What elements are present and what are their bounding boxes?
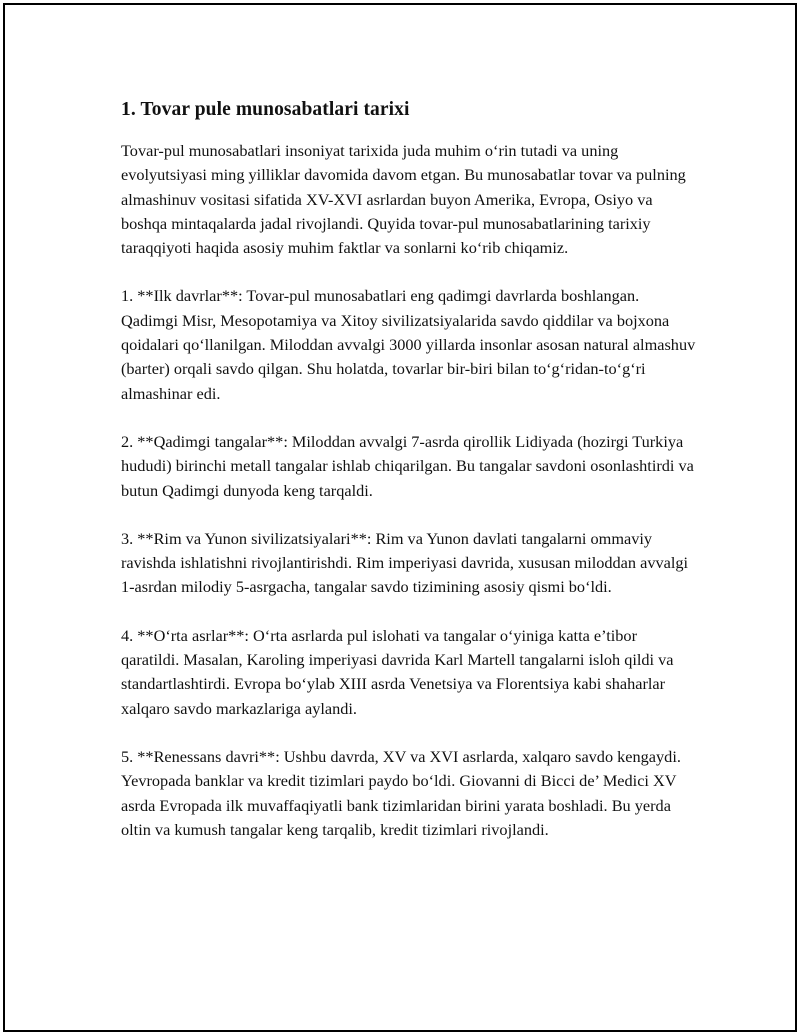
paragraph-ilk-davrlar: 1. **Ilk davrlar**: Tovar-pul munosabatlari eng qadimgi davrlarda boshlangan. Qadimgi Misr, Mesopotamiya va Xitoy sivilizatsiyalarida savdo qiddilar va bojxona qoidalari qo‘llanilgan. Miloddan avvalgi 3000 yillarda insonlar asosan natural almashuv (barter) orqali savdo qilgan. Shu holatda, tovarlar bir-biri bilan to‘g‘ridan-to‘g‘ri almashinar edi. [121,286,696,403]
intro-paragraph: Tovar-pul munosabatlari insoniyat tarixida juda muhim o‘rin tutadi va uning evolyutsiyasi ming yilliklar davomida davom etgan. Bu munosabatlar tovar va pulning almashinuv vositasi sifatida XV-XVI asrlardan buyon Amerika, Evropa, Osiyo va boshqa mintaqalarda jadal rivojlandi. Quyida tovar-pul munosabatlarining tarixiy taraqqiyoti haqida asosiy muhim faktlar va sonlarni ko‘rib chiqamiz. [121,141,686,258]
paragraph-qadimgi-tangalar: 2. **Qadimgi tangalar**: Miloddan avvalgi 7-asrda qirollik Lidiyada (hozirgi Turkiya hududi) birinchi metall tangalar ishlab chiqarilgan. Bu tangalar savdoni osonlashtirdi va butun Qadimgi dunyoda keng tarqaldi. [121,431,694,500]
document-page [3,3,797,1032]
paragraph-renessans: 5. **Renessans davri**: Ushbu davrda, XV va XVI asrlarda, xalqaro savdo kengaydi. Yevropada banklar va kredit tizimlari paydo bo‘ldi. Giovanni di Bicci de’ Medici XV asrda Evropada ilk muvaffaqiyatli bank tizimlaridan birini yarata boshladi. Bu yerda oltin va kumush tangalar keng tarqalib, kredit tizimlari rivojlandi. [121,746,681,839]
document-content [121,97,696,866]
paragraph-rim-yunon: 3. **Rim va Yunon sivilizatsiyalari**: Rim va Yunon davlati tangalarni ommaviy ravishda ishlatishni rivojlantirishdi. Rim imperiyasi davrida, xususan miloddan avvalgi 1-asrdan milodiy 5-asrgacha, tangalar savdo tizimining asosiy qismi bo‘ldi. [121,528,689,597]
paragraph-orta-asrlar: 4. **O‘rta asrlar**: O‘rta asrlarda pul islohati va tangalar o‘yiniga katta e’tibor qaratildi. Masalan, Karoling imperiyasi davrida Karl Martell tangalarni isloh qildi va standartlashtirdi. Evropa bo‘ylab XIII asrda Venetsiya va Florentsiya kabi shaharlar xalqaro savdo markazlariga aylandi. [121,625,674,718]
document-title: 1. Tovar pule munosabatlari tarixi [121,99,410,120]
